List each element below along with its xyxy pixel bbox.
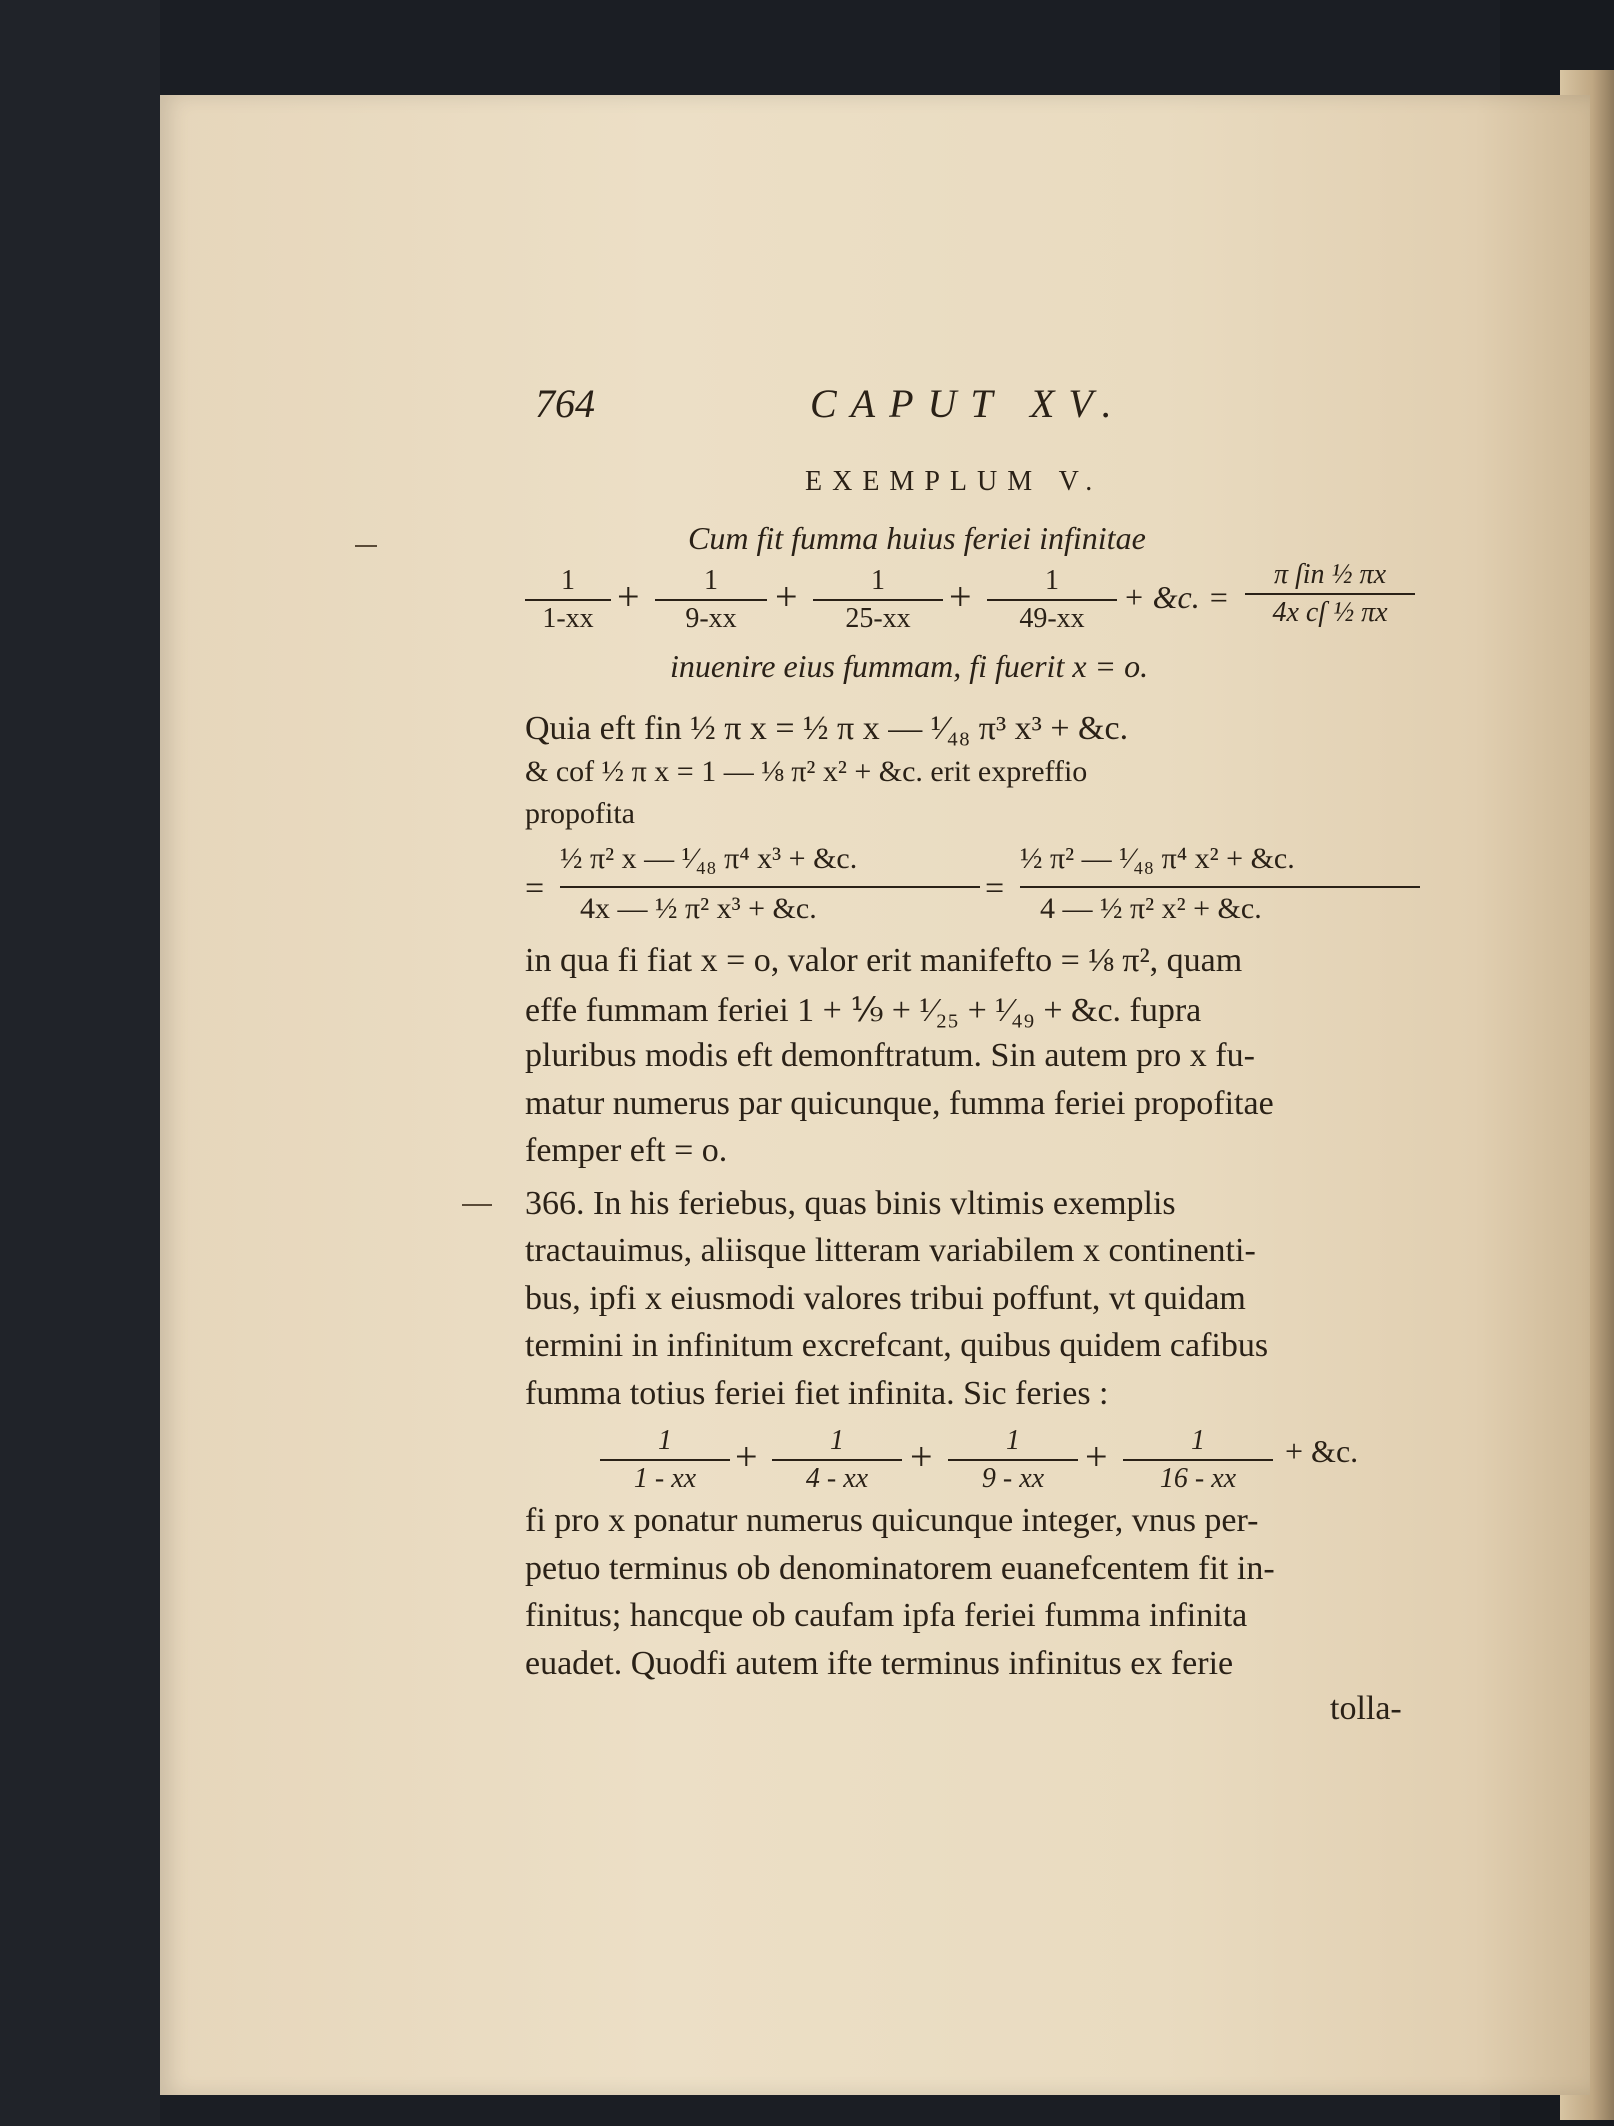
eq-right-denominator: 4 — ½ π² x² + &c. [1040,892,1262,925]
section-heading: EXEMPLUM V. [805,466,1103,497]
text-line: petuo terminus ob denominatorem euanefcentem fit in- [525,1550,1275,1587]
series-tail: + &c. [1285,1433,1359,1469]
text-line: finitus; hancque ob caufam ipfa feriei fumma infinita [525,1597,1248,1634]
eq-left-numerator: ½ π² x — ¹⁄₄₈ π⁴ x³ + &c. [560,842,858,875]
equals-sign: = [985,870,1005,907]
series-fraction: $\frac{1}{49-xx}$ [987,565,1117,635]
text-line: fi pro x ponatur numerus quicunque integer, vnus per- [525,1502,1259,1539]
text-line: propofita [525,797,635,830]
text-line: matur numerus par quicunque, fumma feriei propofitae [525,1085,1274,1122]
text-line: & cof ½ π x = 1 — ⅛ π² x² + &c. erit expreffio [525,755,1088,788]
text-line: tractauimus, aliisque litteram variabilem x continenti- [525,1232,1256,1269]
inuenire-line: inuenire eius fummam, fi fuerit x = o. [670,648,1149,684]
series-fraction: $\frac{1}{16 - xx}$ [1123,1425,1273,1495]
eq-left-denominator: 4x — ½ π² x³ + &c. [580,892,817,925]
plus-sign: + [949,574,972,619]
series-fraction: $\frac{1}{4 - xx}$ [772,1425,902,1495]
text-line: euadet. Quodfi autem ifte terminus infinitus ex ferie [525,1645,1234,1682]
series-result: π ſin ½ πx 4x cſ ½ πx [1245,559,1415,629]
series-fraction: $\frac{1}{25-xx}$ [813,565,943,635]
fraction-bar [560,886,980,888]
series-fraction: $\frac{1}{1 - xx}$ [600,1425,730,1495]
text-line: femper eft = o. [525,1132,728,1169]
text-line: 366. In his feriebus, quas binis vltimis exemplis [525,1185,1176,1222]
equals-sign: = [525,870,545,907]
plus-sign: + [775,574,798,619]
series-fraction: $\frac{1}{9-xx}$ [655,565,767,635]
text-line: Quia eft fin ½ π x = ½ π x — ¹⁄₄₈ π³ x³ + &c. [525,710,1129,747]
plus-sign: + [735,1434,758,1479]
series-tail: + &c. = [1123,579,1230,615]
page-number: 764 [535,381,595,426]
series-fraction: $\frac{1}{9 - xx}$ [948,1425,1078,1495]
margin-mark [462,1204,492,1206]
scan-background-left [0,0,160,2126]
text-line: pluribus modis eft demonftratum. Sin autem pro x fu- [525,1037,1255,1074]
running-title: CAPUT XV. [810,381,1126,426]
text-line: termini in infinitum excrefcant, quibus quidem cafibus [525,1327,1269,1364]
page-header [535,380,1295,430]
plus-sign: + [617,574,640,619]
margin-mark [355,545,377,547]
text-line: fumma totius feriei fiet infinita. Sic feries : [525,1375,1109,1412]
text-line: bus, ipfi x eiusmodi valores tribui poffunt, vt quidam [525,1280,1246,1317]
exemplum-lead: Cum fit fumma huius feriei infinitae [688,520,1146,556]
series-equation-1 [525,559,1415,645]
plus-sign: + [910,1434,933,1479]
text-line: in qua fi fiat x = o, valor erit manifefto = ⅛ π², quam [525,942,1243,979]
text-line: effe fummam feriei 1 + ⅑ + ¹⁄₂₅ + ¹⁄₄₉ + &c. fupra [525,992,1202,1029]
series-fraction: $\frac{1}{1-xx}$ [525,565,611,635]
eq-right-numerator: ½ π² — ¹⁄₄₈ π⁴ x² + &c. [1020,842,1295,875]
plus-sign: + [1085,1434,1108,1479]
fraction-bar [1020,886,1420,888]
catchword: tolla- [1330,1690,1402,1727]
